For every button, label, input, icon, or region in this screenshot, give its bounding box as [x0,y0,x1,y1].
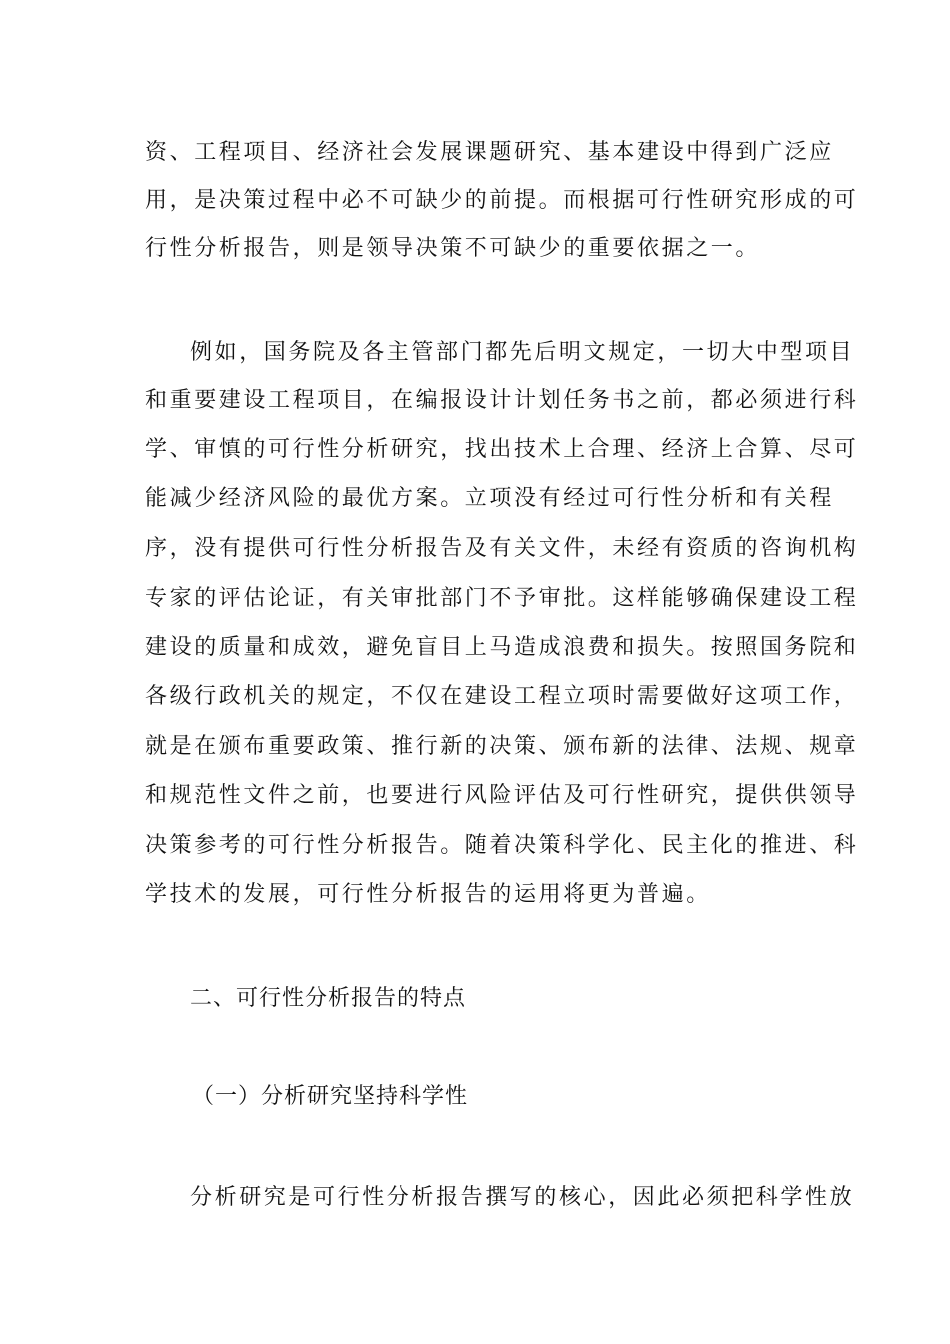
section-heading: 二、可行性分析报告的特点 [190,986,467,1011]
paragraph-2-line-4: 能减少经济风险的最优方案。立项没有经过可行性分析和有关程 [145,486,834,511]
paragraph-2-line-1: 例如，国务院及各主管部门都先后明文规定，一切大中型项目 [190,340,855,365]
paragraph-1-line-3: 行性分析报告，则是领导决策不可缺少的重要依据之一。 [145,236,761,261]
paragraph-2-line-3: 学、审慎的可行性分析研究，找出技术上合理、经济上合算、尽可 [145,437,859,462]
paragraph-2-line-9: 就是在颁布重要政策、推行新的决策、颁布新的法律、法规、规章 [145,734,859,759]
paragraph-2-line-12: 学技术的发展，可行性分析报告的运用将更为普遍。 [145,882,711,907]
paragraph-2-line-11: 决策参考的可行性分析报告。随着决策科学化、民主化的推进、科 [145,833,859,858]
paragraph-2-line-6: 专家的评估论证，有关审批部门不予审批。这样能够确保建设工程 [145,586,859,611]
paragraph-3-line-1: 分析研究是可行性分析报告撰写的核心，因此必须把科学性放 [190,1185,855,1210]
paragraph-1-line-1: 资、工程项目、经济社会发展课题研究、基本建设中得到广泛应 [145,140,834,165]
paragraph-2-line-5: 序，没有提供可行性分析报告及有关文件，未经有资质的咨询机构 [145,536,859,561]
paragraph-2-line-2: 和重要建设工程项目，在编报设计计划任务书之前，都必须进行科 [145,388,859,413]
paragraph-2-line-10: 和规范性文件之前，也要进行风险评估及可行性研究，提供供领导 [145,783,859,808]
subsection-heading: （一）分析研究坚持科学性 [192,1084,469,1109]
paragraph-2-line-8: 各级行政机关的规定，不仅在建设工程立项时需要做好这项工作， [145,684,859,709]
paragraph-2-line-7: 建设的质量和成效，避免盲目上马造成浪费和损失。按照国务院和 [145,635,859,660]
paragraph-1-line-2: 用，是决策过程中必不可缺少的前提。而根据可行性研究形成的可 [145,188,859,213]
